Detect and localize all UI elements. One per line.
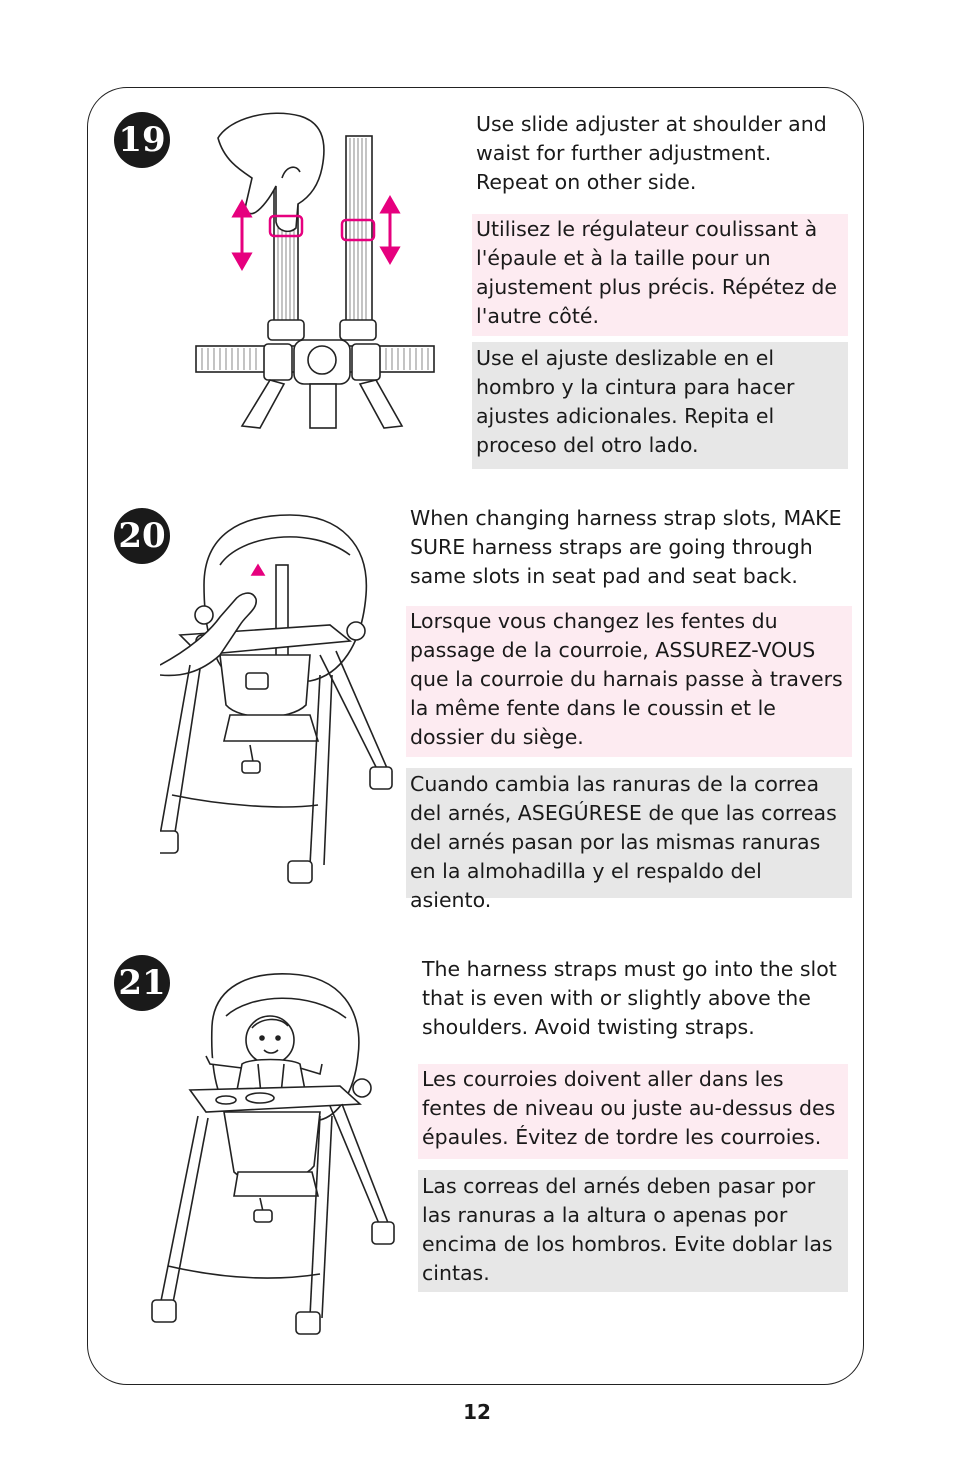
step-19-french-text: Utilisez le régulateur coulissant à l'épaule et à la taille pour un ajustement plus précis. Répétez de l'autre côté. [472, 214, 848, 336]
step-19-badge: 19 [114, 112, 170, 168]
harness-adjuster-illustration [190, 108, 440, 433]
child-in-highchair-illustration [150, 966, 405, 1346]
step-19-english-text: Use slide adjuster at shoulder and waist for further adjustment. Repeat on other side. [476, 112, 827, 194]
step-20-badge: 20 [114, 508, 170, 564]
step-21-badge: 21 [114, 955, 170, 1011]
step-21-spanish-text: Las correas del arnés deben pasar por las ranuras a la altura o apenas por encima de los hombros. Evite doblar las cintas. [418, 1170, 848, 1292]
step-20-french-text: Lorsque vous changez les fentes du passage de la courroie, ASSUREZ-VOUS que la courroie du harnais passe à travers la même fente dans le coussin et le dossier du siège. [406, 606, 852, 757]
highchair-strap-slot-illustration [160, 505, 400, 890]
step-21-french-text: Les courroies doivent aller dans les fentes de niveau ou juste au-dessus des épaules. Évitez de tordre les courroies. [418, 1064, 848, 1159]
step-19-spanish-text: Use el ajuste deslizable en el hombro y la cintura para hacer ajustes adicionales. Repita el proceso del otro lado. [472, 342, 848, 469]
step-21-english-text: The harness straps must go into the slot that is even with or slightly above the shoulders. Avoid twisting straps. [422, 957, 837, 1039]
step-20-english-text: When changing harness strap slots, MAKE SURE harness straps are going through same slots in seat pad and seat back. [410, 506, 842, 588]
page-number: 12 [463, 1400, 491, 1424]
step-20-spanish-text: Cuando cambia las ranuras de la correa del arnés, ASEGÚRESE de que las correas del arnés pasan por las mismas ranuras en la almohadilla y el respaldo del asiento. [406, 768, 852, 898]
